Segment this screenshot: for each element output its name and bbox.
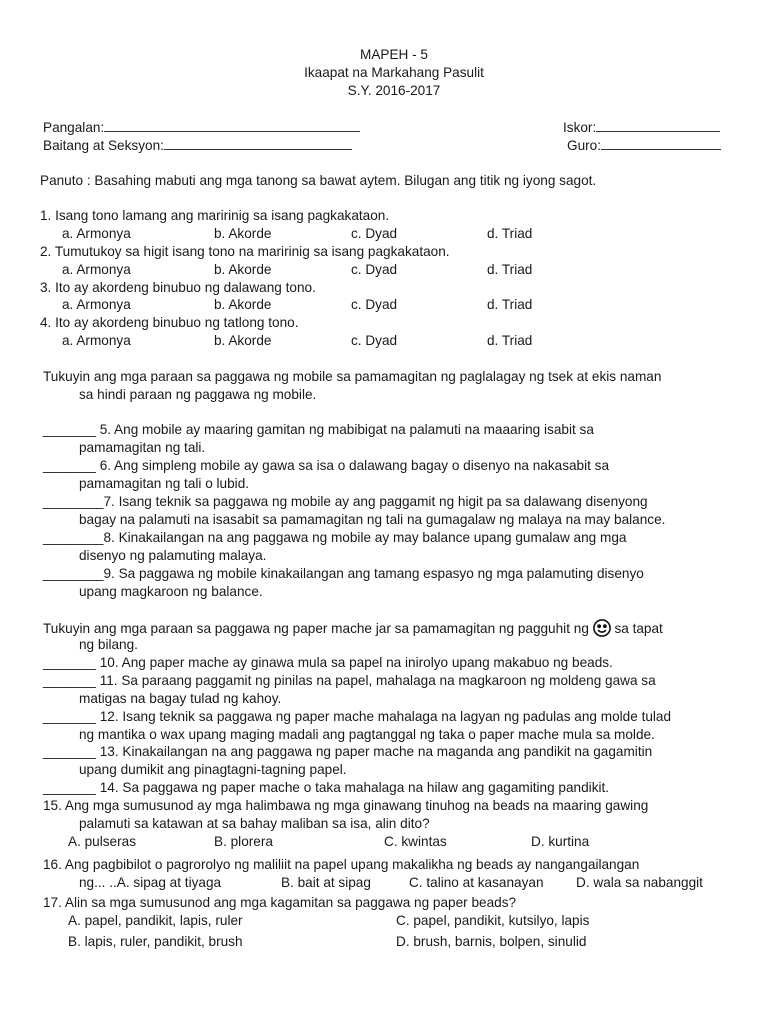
item-5[interactable]: _______ 5. Ang mobile ay maaring gamitan ng mabibigat na palamuti na maaaring isabit sa (43, 422, 594, 437)
q3-option-d[interactable]: d. Triad (487, 297, 533, 312)
mache-instruction-2: ng bilang. (79, 637, 138, 652)
question-2: 2. Tumutukoy sa higit isang tono na maririnig sa isang pagkakataon. (40, 244, 450, 259)
question-17: 17. Alin sa mga sumusunod ang mga kagamitan sa paggawa ng paper beads? (43, 895, 517, 910)
q3-option-a[interactable]: a. Armonya (62, 297, 131, 312)
score-field (563, 119, 720, 136)
question-15-cont: palamuti sa katawan at sa bahay maliban sa isa, alin dito? (79, 816, 430, 831)
exam-title: Ikaapat na Markahang Pasulit (304, 65, 484, 80)
q2-option-a[interactable]: a. Armonya (62, 262, 131, 277)
q4-option-c[interactable]: c. Dyad (351, 333, 398, 348)
q16-option-a[interactable]: ng... ..A. sipag at tiyaga (79, 875, 222, 890)
q17-option-d[interactable]: D. brush, barnis, bolpen, sinulid (396, 934, 587, 949)
item-13[interactable]: _______ 13. Kinakailangan na ang paggawa ng paper mache na maganda ang pandikit na gagamitin (43, 744, 653, 759)
teacher-field (567, 137, 721, 154)
name-field (43, 119, 360, 136)
question-15: 15. Ang mga sumusunod ay mga halimbawa ng mga ginawang tinuhog na beads na maaring gawing (43, 798, 649, 813)
question-1: 1. Isang tono lamang ang maririnig sa isang pagkakataon. (40, 208, 390, 223)
item-7-cont: bagay na palamuti na isasabit sa pamamagitan ng tali na gumagalaw ng malaya na may balance. (79, 512, 666, 527)
item-12[interactable]: _______ 12. Isang teknik sa paggawa ng paper mache mahalaga na lagyan ng padulas ang molde tulad (43, 709, 672, 724)
q2-option-b[interactable]: b. Akorde (214, 262, 272, 277)
item-8-cont: disenyo ng palamuting malaya. (79, 548, 267, 563)
q17-option-c[interactable]: C. papel, pandikit, kutsilyo, lapis (396, 913, 590, 928)
subject-title: MAPEH - 5 (360, 47, 428, 62)
q15-option-a[interactable]: A. pulseras (68, 834, 137, 849)
item-6-cont: pamamagitan ng tali o lubid. (79, 476, 250, 491)
item-10[interactable]: _______ 10. Ang paper mache ay ginawa mula sa papel na inirolyo upang makabuo ng beads. (43, 655, 613, 670)
instruction-text: Panuto : Basahing mabuti ang mga tanong sa bawat aytem. Bilugan ang titik ng iyong sagot. (40, 173, 597, 188)
item-11[interactable]: _______ 11. Sa paraang paggamit ng pinilas na papel, mahalaga na magkaroon ng moldeng gawa sa (43, 673, 656, 688)
q17-option-b[interactable]: B. lapis, ruler, pandikit, brush (68, 934, 243, 949)
q4-option-d[interactable]: d. Triad (487, 333, 533, 348)
item-12-cont: ng mantika o wax upang maging madali ang pagtanggal ng taka o paper mache mula sa molde. (79, 727, 655, 742)
mache-instruction-tail: sa tapat (614, 621, 663, 636)
score-label: Iskor: (563, 120, 597, 135)
teacher-blank[interactable] (601, 137, 721, 150)
q2-option-d[interactable]: d. Triad (487, 262, 533, 277)
question-3: 3. Ito ay akordeng binubuo ng dalawang tono. (40, 280, 316, 295)
q15-option-d[interactable]: D. kurtina (531, 834, 590, 849)
q17-option-a[interactable]: A. papel, pandikit, lapis, ruler (68, 913, 243, 928)
section-field (43, 137, 352, 154)
smiley-face-icon (593, 619, 611, 637)
mache-instruction-1 (43, 619, 663, 637)
item-11-cont: matigas na bagay tulad ng kahoy. (79, 691, 282, 706)
q4-option-a[interactable]: a. Armonya (62, 333, 131, 348)
q2-option-c[interactable]: c. Dyad (351, 262, 398, 277)
item-9[interactable]: ________9. Sa paggawa ng mobile kinakailangan ang tamang espasyo ng mga palamuting disenyo (43, 566, 644, 581)
q1-option-d[interactable]: d. Triad (487, 226, 533, 241)
q1-option-c[interactable]: c. Dyad (351, 226, 398, 241)
q15-option-c[interactable]: C. kwintas (384, 834, 447, 849)
item-5-cont: pamamagitan ng tali. (79, 440, 206, 455)
q16-option-c[interactable]: C. talino at kasanayan (409, 875, 544, 890)
mache-instruction-text: Tukuyin ang mga paraan sa paggawa ng paper mache jar sa pamamagitan ng pagguhit ng (43, 621, 589, 636)
q16-option-d[interactable]: D. wala sa nabanggit (576, 875, 703, 890)
mobile-instruction-2: sa hindi paraan ng paggawa ng mobile. (79, 387, 317, 402)
teacher-label: Guro: (567, 138, 601, 153)
item-9-cont: upang magkaroon ng balance. (79, 584, 263, 599)
section-label: Baitang at Seksyon: (43, 138, 164, 153)
section-blank[interactable] (164, 137, 352, 150)
school-year: S.Y. 2016-2017 (347, 83, 441, 98)
item-8[interactable]: ________8. Kinakailangan na ang paggawa ng mobile ay may balance upang gumalaw ang mga (43, 530, 627, 545)
item-6[interactable]: _______ 6. Ang simpleng mobile ay gawa sa isa o dalawang bagay o disenyo na nakasabit sa (43, 458, 610, 473)
q15-option-b[interactable]: B. plorera (214, 834, 273, 849)
item-7[interactable]: ________7. Isang teknik sa paggawa ng mobile ay ang paggamit ng higit pa sa dalawang disenyong (43, 494, 648, 509)
question-16: 16. Ang pagbibilot o pagrorolyo ng maliliit na papel upang makalikha ng beads ay nangangailangan (43, 857, 640, 872)
name-label: Pangalan: (43, 120, 105, 135)
question-4: 4. Ito ay akordeng binubuo ng tatlong tono. (40, 315, 299, 330)
item-13-cont: upang dumikit ang pinagtagni-tagning papel. (79, 762, 347, 777)
q3-option-c[interactable]: c. Dyad (351, 297, 398, 312)
score-blank[interactable] (596, 119, 720, 132)
q16-option-b[interactable]: B. bait at sipag (281, 875, 371, 890)
name-blank[interactable] (104, 119, 360, 132)
q1-option-b[interactable]: b. Akorde (214, 226, 272, 241)
q3-option-b[interactable]: b. Akorde (214, 297, 272, 312)
item-14[interactable]: _______ 14. Sa paggawa ng paper mache o taka mahalaga na hilaw ang gagamiting pandikit. (43, 780, 610, 795)
q4-option-b[interactable]: b. Akorde (214, 333, 272, 348)
q1-option-a[interactable]: a. Armonya (62, 226, 131, 241)
mobile-instruction-1: Tukuyin ang mga paraan sa paggawa ng mobile sa pamamagitan ng paglalagay ng tsek at ekis naman (43, 369, 662, 384)
